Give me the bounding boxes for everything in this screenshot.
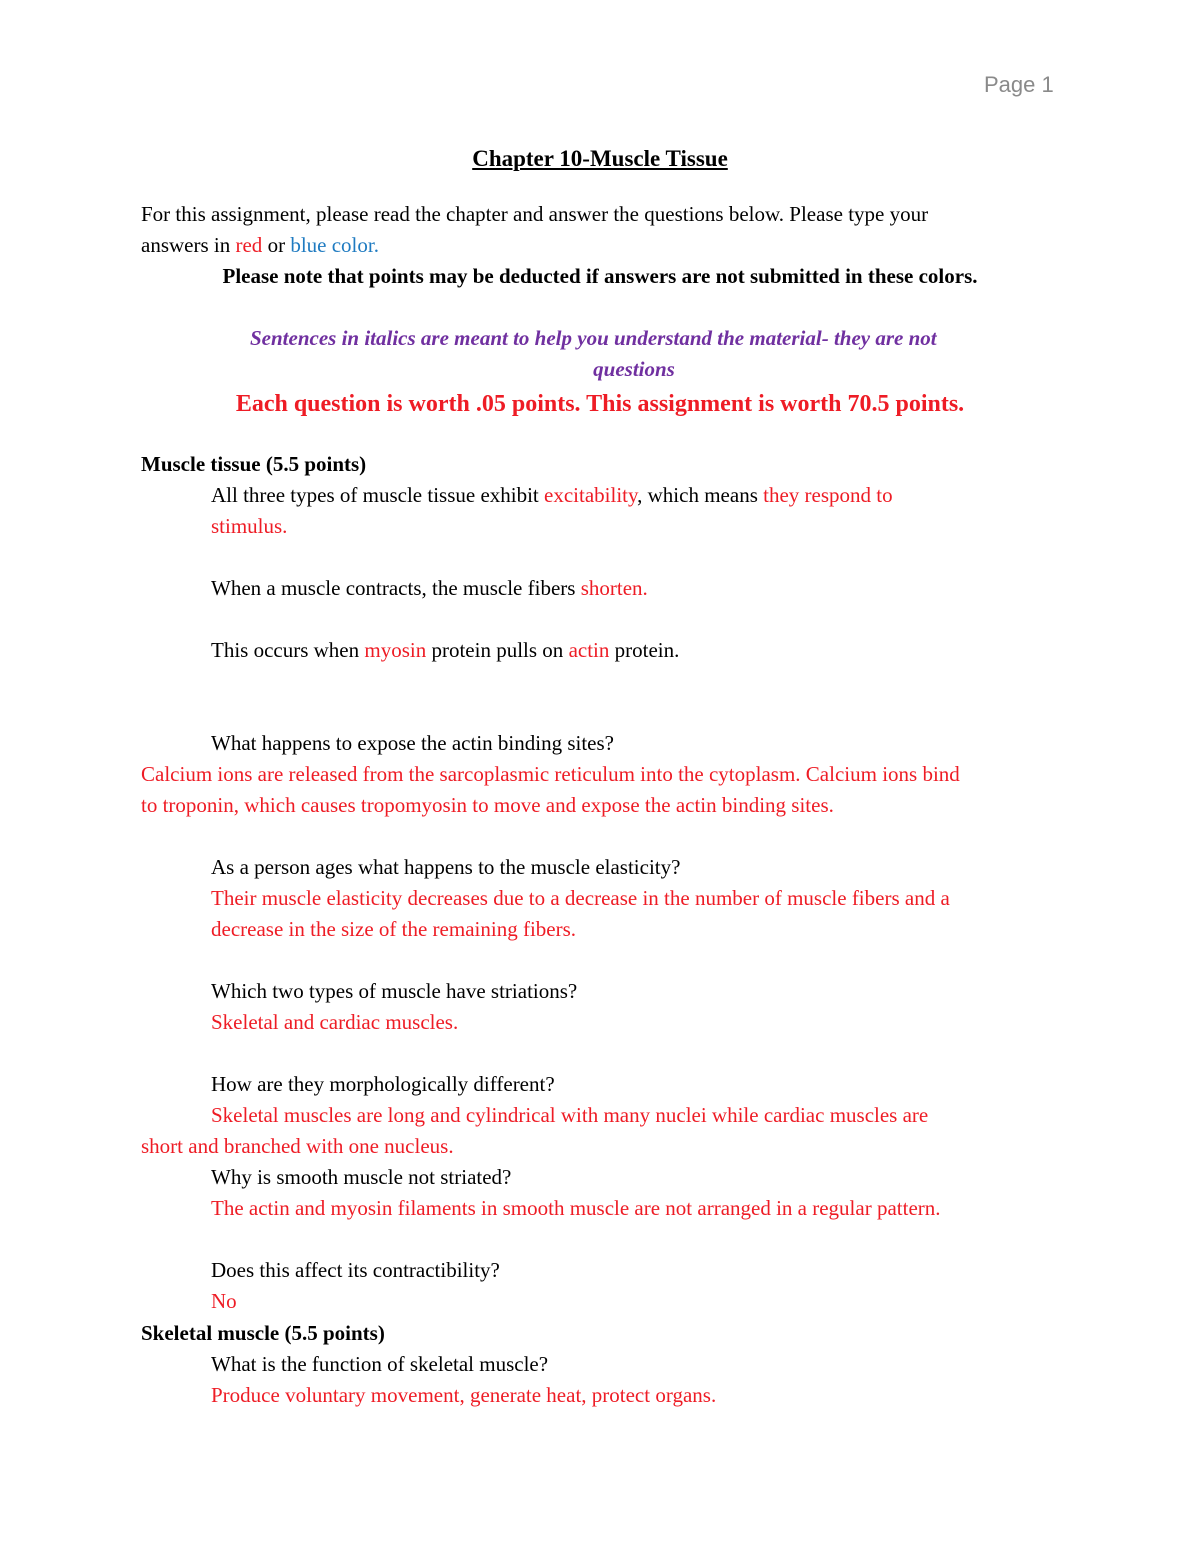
answer-binding-line-1: Calcium ions are released from the sarcoplasmic reticulum into the cytoplasm. Calcium ions bind	[141, 762, 960, 786]
answer-contractibility: No	[211, 1289, 237, 1313]
question-binding-sites: What happens to expose the actin binding sites?	[211, 731, 614, 755]
color-note: Please note that points may be deducted if answers are not submitted in these colors.	[222, 264, 978, 288]
question-elasticity: As a person ages what happens to the muscle elasticity?	[211, 855, 681, 879]
red-color-word: red	[235, 233, 263, 257]
answer-morphology-line-2: short and branched with one nucleus.	[141, 1134, 454, 1158]
answer-myosin: myosin	[364, 638, 427, 662]
excitability-middle: , which means	[637, 483, 764, 507]
italic-note-line-2: questions	[593, 357, 675, 381]
intro-line-1: For this assignment, please read the chapter and answer the questions below. Please type your	[141, 202, 929, 226]
blue-color-word: blue color.	[290, 233, 379, 257]
answer-elasticity-line-1: Their muscle elasticity decreases due to a decrease in the number of muscle fibers and a	[211, 886, 950, 910]
intro-prefix: answers in	[141, 233, 236, 257]
answer-skeletal-function: Produce voluntary movement, generate heat, protect organs.	[211, 1383, 717, 1407]
italic-note-line-1: Sentences in italics are meant to help you understand the material- they are not	[250, 326, 937, 350]
answer-striations: Skeletal and cardiac muscles.	[211, 1010, 459, 1034]
excitability-line-1	[211, 480, 893, 511]
question-contractibility: Does this affect its contractibility?	[211, 1258, 500, 1282]
intro-or: or	[262, 233, 291, 257]
answer-morphology-line-1: Skeletal muscles are long and cylindrical with many nuclei while cardiac muscles are	[211, 1103, 929, 1127]
question-morphology: How are they morphologically different?	[211, 1072, 555, 1096]
occurs-prefix: This occurs when	[211, 638, 365, 662]
intro-line-2	[141, 230, 379, 261]
points-note: Each question is worth .05 points. This assignment is worth 70.5 points.	[235, 391, 965, 417]
occurs-middle: protein pulls on	[426, 638, 569, 662]
answer-shorten: shorten.	[580, 576, 648, 600]
contracts-prefix: When a muscle contracts, the muscle fibers	[211, 576, 581, 600]
question-skeletal-function: What is the function of skeletal muscle?	[211, 1352, 549, 1376]
answer-binding-line-2: to troponin, which causes tropomyosin to move and expose the actin binding sites.	[141, 793, 834, 817]
answer-elasticity-line-2: decrease in the size of the remaining fibers.	[211, 917, 577, 941]
question-striations: Which two types of muscle have striations?	[211, 979, 578, 1003]
occurs-line	[211, 635, 679, 666]
answer-actin: actin	[568, 638, 610, 662]
section-heading-skeletal-muscle: Skeletal muscle (5.5 points)	[141, 1321, 385, 1345]
answer-respond-line-1: they respond to	[763, 483, 893, 507]
excitability-prefix: All three types of muscle tissue exhibit	[211, 483, 545, 507]
answer-respond-line-2: stimulus.	[211, 514, 288, 538]
question-smooth-muscle: Why is smooth muscle not striated?	[211, 1165, 512, 1189]
page-title: Chapter 10-Muscle Tissue	[472, 146, 728, 171]
section-heading-muscle-tissue: Muscle tissue (5.5 points)	[141, 452, 367, 476]
answer-excitability: excitability	[544, 483, 638, 507]
occurs-suffix: protein.	[609, 638, 680, 662]
contracts-line	[211, 573, 648, 604]
page-number: Page 1	[984, 72, 1054, 97]
answer-smooth-muscle: The actin and myosin filaments in smooth muscle are not arranged in a regular pattern.	[211, 1196, 941, 1220]
